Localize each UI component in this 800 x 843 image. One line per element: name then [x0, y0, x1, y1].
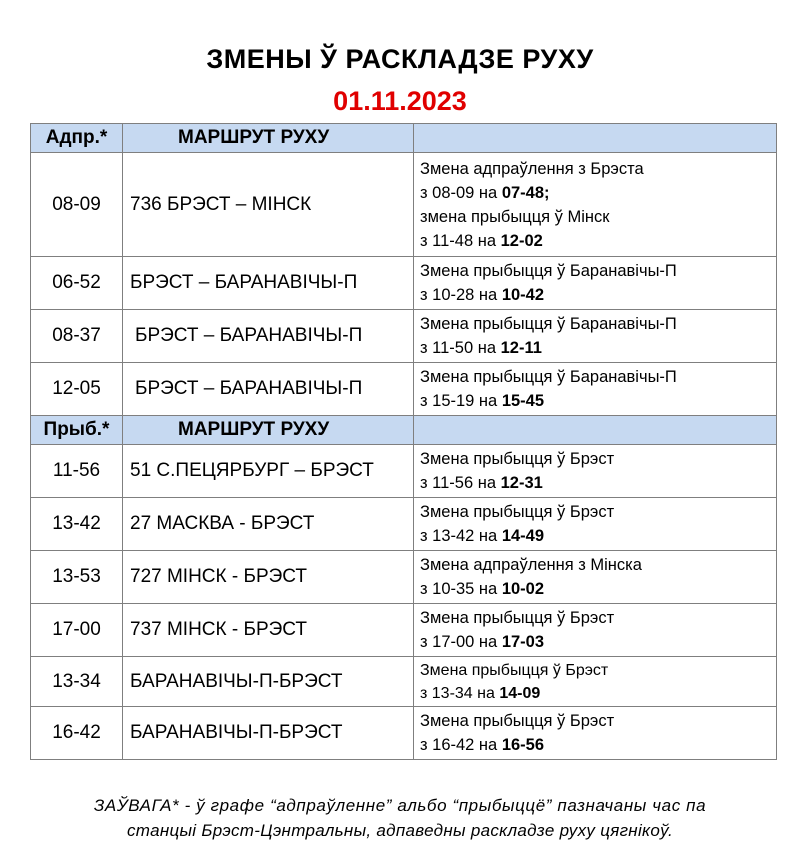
old-time: з 10-35 на	[420, 580, 502, 598]
time-cell: 13-42	[31, 498, 123, 551]
table-row	[31, 257, 777, 310]
change-cell	[414, 445, 777, 498]
route-cell: 737 МІНСК - БРЭСТ	[123, 604, 414, 657]
old-time: з 08-09 на	[420, 183, 502, 202]
change-times	[420, 389, 776, 413]
change-title: Змена прыбыцця ў Брэст	[420, 661, 609, 679]
table-row	[31, 310, 777, 363]
new-time: 10-42	[501, 286, 545, 304]
new-time: 07-48;	[501, 183, 550, 202]
departures-route-header: МАРШРУТ РУХУ	[123, 124, 414, 153]
change-title: Змена прыбыцця ў Брэст	[420, 712, 615, 730]
table-row	[31, 551, 777, 604]
change-times	[420, 336, 776, 360]
time-cell: 08-37	[31, 310, 123, 363]
route-cell: 727 МІНСК - БРЭСТ	[123, 551, 414, 604]
table-row	[31, 604, 777, 657]
old-time: з 11-48 на	[420, 231, 501, 250]
footnote-line-2: станцыі Брэст-Цэнтральны, адпаведны раскладзе руху цягнікоў.	[127, 821, 673, 840]
change-title: Змена прыбыцця ў Баранавічы-П	[420, 368, 677, 386]
route-cell: БАРАНАВІЧЫ-П-БРЭСТ	[123, 657, 414, 707]
change-title: Змена прыбыцця ў Брэст	[420, 450, 615, 468]
old-time: з 17-00 на	[420, 633, 502, 651]
departures-header-row	[31, 124, 777, 153]
schedule-table	[30, 123, 777, 760]
route-cell: 27 МАСКВА - БРЭСТ	[123, 498, 414, 551]
change-title: Змена прыбыцця ў Брэст	[420, 609, 615, 627]
time-cell: 13-53	[31, 551, 123, 604]
change-title: Змена адпраўлення з Мінска	[420, 556, 642, 574]
arrivals-route-header: МАРШРУТ РУХУ	[123, 416, 414, 445]
page-date: 01.11.2023	[333, 86, 467, 116]
table-row	[31, 707, 777, 760]
change-title: змена прыбыцця ў Мінск	[420, 207, 610, 226]
change-cell	[414, 657, 777, 707]
time-cell: 12-05	[31, 363, 123, 416]
new-time: 16-56	[501, 736, 545, 754]
old-time: з 11-56 на	[420, 474, 501, 492]
change-cell	[414, 604, 777, 657]
new-time: 14-09	[499, 684, 541, 702]
page-title: ЗМЕНЫ Ў РАСКЛАДЗЕ РУХУ	[206, 44, 594, 74]
change-times	[420, 577, 776, 601]
change-times	[420, 682, 776, 705]
change-cell	[414, 310, 777, 363]
change-cell	[414, 153, 777, 257]
time-cell: 11-56	[31, 445, 123, 498]
new-time: 12-31	[500, 474, 543, 492]
footnote-line-1: ЗАЎВАГА* - ў графе “адпраўленне” альбо “прыбыццё” пазначаны час па	[93, 796, 707, 815]
table-row	[31, 363, 777, 416]
change-cell	[414, 707, 777, 760]
change-title: Змена прыбыцця ў Баранавічы-П	[420, 262, 677, 280]
arrivals-change-header	[414, 416, 777, 445]
route-cell: БРЭСТ – БАРАНАВІЧЫ-П	[123, 363, 414, 416]
time-cell: 16-42	[31, 707, 123, 760]
time-cell: 13-34	[31, 657, 123, 707]
change-cell	[414, 257, 777, 310]
new-time: 12-11	[500, 339, 542, 357]
change-cell	[414, 551, 777, 604]
old-time: з 16-42 на	[420, 736, 502, 754]
change-times	[420, 630, 776, 654]
change-title: Змена прыбыцця ў Баранавічы-П	[420, 315, 677, 333]
old-time: з 10-28 на	[420, 286, 502, 304]
change-cell	[414, 498, 777, 551]
change-times	[420, 733, 776, 757]
change-times	[420, 471, 776, 495]
new-time: 14-49	[501, 527, 545, 545]
new-time: 12-02	[500, 231, 543, 250]
old-time: з 13-34 на	[420, 684, 500, 702]
route-cell: БРЭСТ – БАРАНАВІЧЫ-П	[123, 257, 414, 310]
change-times	[420, 229, 776, 253]
route-cell: 51 С.ПЕЦЯРБУРГ – БРЭСТ	[123, 445, 414, 498]
change-times	[420, 283, 776, 307]
old-time: з 11-50 на	[420, 339, 501, 357]
new-time: 17-03	[501, 633, 545, 651]
table-row	[31, 498, 777, 551]
old-time: з 13-42 на	[420, 527, 502, 545]
change-title: Змена прыбыцця ў Брэст	[420, 503, 615, 521]
time-cell: 08-09	[31, 153, 123, 257]
table-row	[31, 657, 777, 707]
route-cell: 736 БРЭСТ – МІНСК	[123, 153, 414, 257]
time-cell: 06-52	[31, 257, 123, 310]
route-cell: БАРАНАВІЧЫ-П-БРЭСТ	[123, 707, 414, 760]
time-cell: 17-00	[31, 604, 123, 657]
departures-time-header: Адпр.*	[31, 124, 123, 153]
table-row	[31, 153, 777, 257]
old-time: з 15-19 на	[420, 392, 502, 410]
departures-change-header	[414, 124, 777, 153]
change-cell	[414, 363, 777, 416]
change-title: Змена адпраўлення з Брэста	[420, 159, 644, 178]
change-times	[420, 524, 776, 548]
route-cell: БРЭСТ – БАРАНАВІЧЫ-П	[123, 310, 414, 363]
arrivals-time-header: Прыб.*	[31, 416, 123, 445]
change-times	[420, 181, 776, 205]
arrivals-header-row	[31, 416, 777, 445]
new-time: 10-02	[501, 580, 545, 598]
new-time: 15-45	[501, 392, 545, 410]
table-row	[31, 445, 777, 498]
